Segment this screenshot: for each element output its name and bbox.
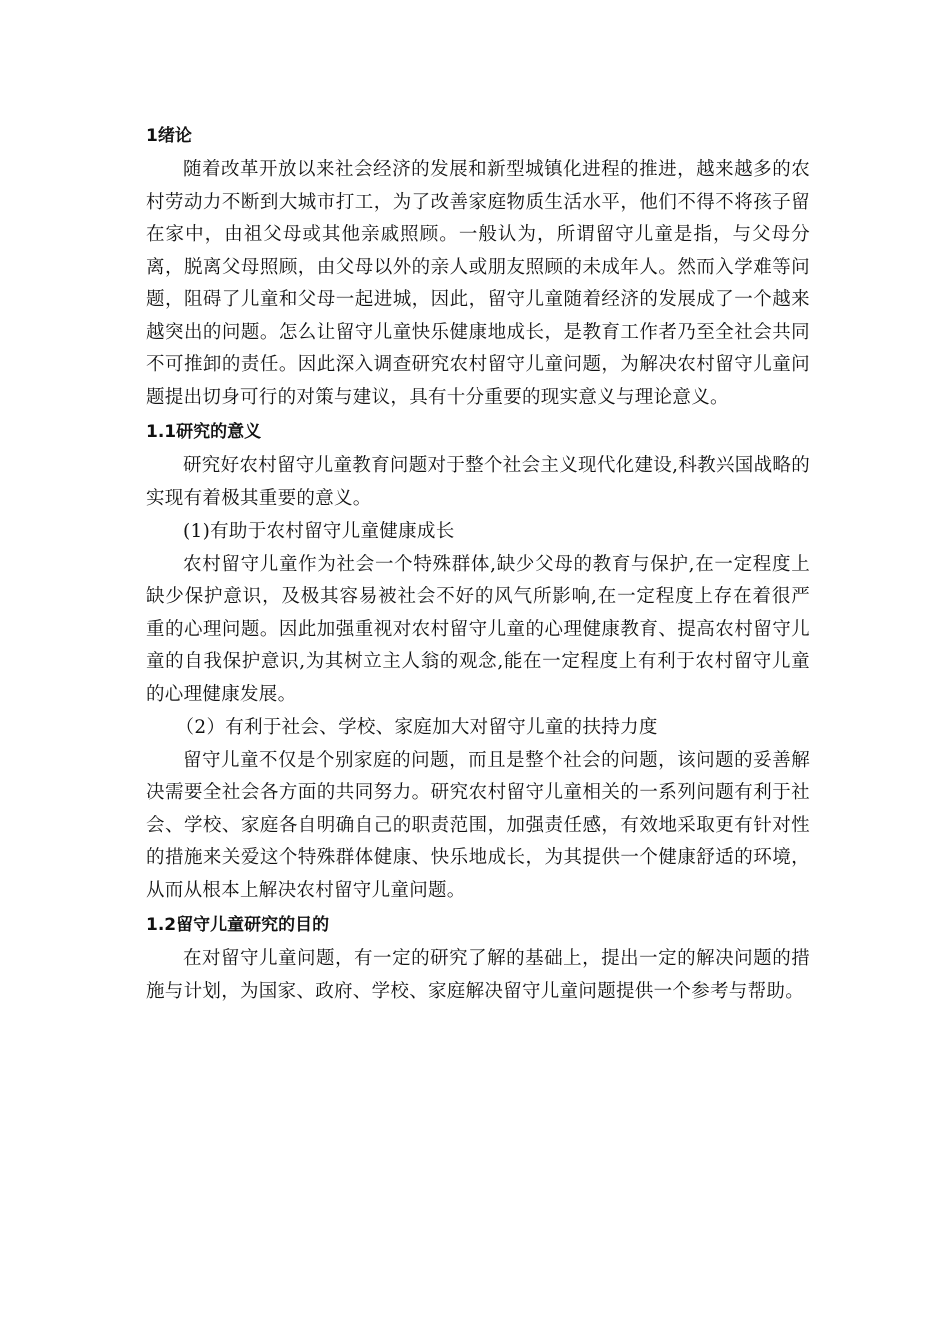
significance-item-2-label: （2）有利于社会、学校、家庭加大对留守儿童的扶持力度 [175, 717, 658, 738]
introduction-paragraph: 随着改革开放以来社会经济的发展和新型城镇化进程的推进，越来越多的农村劳动力不断到大城市打工，为了改善家庭物质生活水平，他们不得不将孩子留在家中，由祖父母或其他亲戚照顾。一般认为，所谓留守儿童是指，与父母分离，脱离父母照顾，由父母以外的亲人或朋友照顾的未成年人。然而入学难等问题，阻碍了儿童和父母一起进城，因此，留守儿童随着经济的发展成了一个越来越突出的问题。怎么让留守儿童快乐健康地成长，是教育工作者乃至全社会共同不可推卸的责任。因此深入调查研究农村留守儿童问题，为解决农村留守儿童问题提出切身可行的对策与建议，具有十分重要的现实意义与理论意义。 [146, 159, 810, 408]
section-heading-significance: 1.1研究的意义 [146, 422, 262, 442]
significance-item-1-label: (1)有助于农村留守儿童健康成长 [183, 521, 455, 542]
purpose-paragraph: 在对留守儿童问题，有一定的研究了解的基础上，提出一定的解决问题的措施与计划，为国家、政府、学校、家庭解决留守儿童问题提供一个参考与帮助。 [146, 948, 810, 1002]
section-heading-purpose: 1.2留守儿童研究的目的 [146, 915, 330, 935]
significance-item-1-body: 农村留守儿童作为社会一个特殊群体,缺少父母的教育与保护,在一定程度上缺少保护意识，及极其容易被社会不好的风气所影响,在一定程度上存在着很严重的心理问题。因此加强重视对农村留守儿童的心理健康教育、提高农村留守儿童的自我保护意识,为其树立主人翁的观念,能在一定程度上有利于农村留守儿童的心理健康发展。 [146, 553, 810, 705]
section-heading-introduction: 1绪论 [146, 126, 192, 146]
significance-paragraph: 研究好农村留守儿童教育问题对于整个社会主义现代化建设,科教兴国战略的实现有着极其重要的意义。 [146, 455, 810, 509]
document-page [146, 118, 810, 1008]
significance-item-2-body: 留守儿童不仅是个别家庭的问题，而且是整个社会的问题，该问题的妥善解决需要全社会各方面的共同努力。研究农村留守儿童相关的一系列问题有利于社会、学校、家庭各自明确自己的职责范围，加强责任感，有效地采取更有针对性的措施来关爱这个特殊群体健康、快乐地成长，为其提供一个健康舒适的环境，从而从根本上解决农村留守儿童问题。 [146, 749, 810, 901]
